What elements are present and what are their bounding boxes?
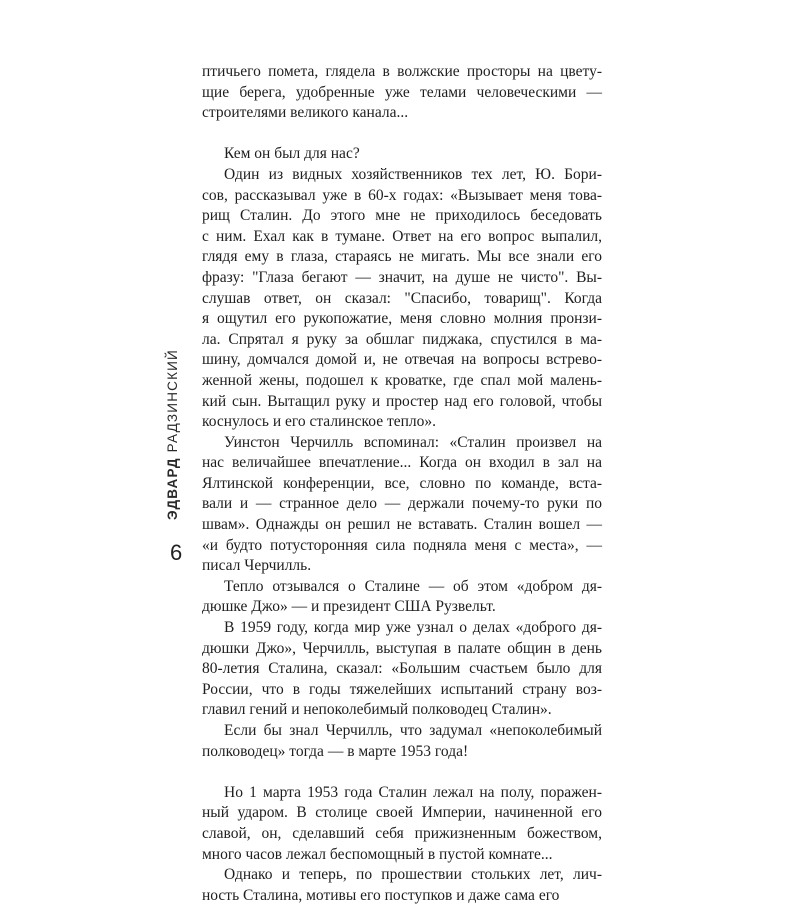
text-line: с ним. Ехал как в тумане. Ответ на его вопрос выпалил, — [202, 227, 602, 245]
paragraph — [202, 62, 602, 124]
text-line: птичьего помета, глядела в волжские просторы на цвету- — [202, 63, 602, 80]
text-line: много часов лежал беспомощный в пустой комнате... — [202, 845, 553, 863]
text-line: щие берега, удобренные уже телами человеческими — — [202, 83, 602, 101]
paragraph — [202, 865, 602, 906]
text-line: вали и — странное дело — держали почему-то руки по — [202, 495, 602, 513]
text-line: фразу: "Глаза бегают — значит, на душе не чисто". Вы- — [202, 268, 602, 286]
paragraph — [202, 721, 602, 762]
text-line: глядя ему в глаза, стараясь не мигать. Мы все знали его — [202, 248, 602, 266]
text-line: Один из видных хозяйственников тех лет, Ю. Бори- — [224, 165, 602, 183]
running-head — [165, 330, 180, 520]
text-line: женной жены, подошел к кроватке, где спал мой малень- — [202, 371, 602, 389]
text-line: строителями великого канала... — [202, 104, 409, 122]
text-line: дюшки Джо», Черчилль, выступая в палате общин в день — [202, 639, 602, 657]
text-line: Однако и теперь, по прошествии стольких лет, лич- — [224, 866, 602, 884]
text-line: «и будто потусторонняя сила подняла меня с места», — — [202, 536, 602, 554]
running-head-author-last: РАДЗИНСКИЙ — [165, 349, 180, 453]
text-line: ность Сталина, мотивы его поступков и даже сама его — [202, 886, 560, 904]
text-line: России, что в годы тяжелейших испытаний страну воз- — [202, 680, 602, 698]
text-line: слушав ответ, он сказал: "Спасибо, товарищ". Когда — [202, 289, 602, 307]
text-line: нас величайшее впечатление... Когда он входил в зал на — [202, 454, 602, 472]
page-number: 6 — [170, 540, 183, 565]
text-line: ный ударом. В столице своей Империи, начиненной его — [202, 804, 602, 822]
text-line: я ощутил его рукопожатие, меня словно молния пронзи- — [202, 310, 602, 328]
paragraph — [202, 433, 602, 577]
paragraph — [202, 577, 602, 618]
paragraph — [202, 144, 602, 165]
body-text — [202, 62, 602, 906]
text-line: Тепло отзывался о Сталине — об этом «добром дя- — [224, 577, 602, 595]
text-line: Если бы знал Черчилль, что задумал «непоколебимый — [224, 722, 602, 739]
text-line: кий сын. Вытащил руку и простер над его головой, чтобы — [202, 392, 602, 410]
text-line: Ялтинской конференции, все, словно по команде, вста- — [202, 474, 602, 492]
paragraph — [202, 618, 602, 721]
text-line: славой, он, сделавший себя прижизненным божеством, — [202, 824, 602, 842]
text-line: полководец» тогда — в марте 1953 года! — [202, 742, 469, 760]
text-line: Уинстон Черчилль вспоминал: «Сталин произвел на — [224, 433, 602, 451]
text-line: шину, домчался домой и, не отвечая на вопросы встрево- — [202, 351, 602, 369]
text-line: писал Черчилль. — [202, 557, 312, 575]
text-line: В 1959 году, когда мир уже узнал о делах «доброго дя- — [224, 619, 602, 637]
text-line: ла. Спрятал я руку за обшлаг пиджака, спустился в ма- — [202, 330, 602, 348]
text-line: коснулось и его сталинское тепло». — [202, 413, 437, 431]
text-line: главил гений и непоколебимый полководец Сталин». — [202, 701, 552, 719]
text-line: швам». Однажды он решил не вставать. Сталин вошел — — [202, 516, 602, 534]
text-line: рищ Сталин. До этого мне не приходилось беседовать — [202, 207, 602, 225]
text-line: 80-летия Сталина, сказал: «Большим счастьем было для — [202, 660, 602, 678]
text-line: сов, рассказывал уже в 60-х годах: «Вызывает меня това- — [202, 186, 602, 204]
running-head-author-first: ЭДВАРД — [165, 457, 180, 520]
text-line: Но 1 марта 1953 года Сталин лежал на полу, поражен- — [224, 783, 602, 801]
paragraph — [202, 783, 602, 865]
paragraph — [202, 165, 602, 433]
text-line: Кем он был для нас? — [224, 145, 360, 163]
text-line: дюшке Джо» — и президент США Рузвельт. — [202, 598, 496, 616]
